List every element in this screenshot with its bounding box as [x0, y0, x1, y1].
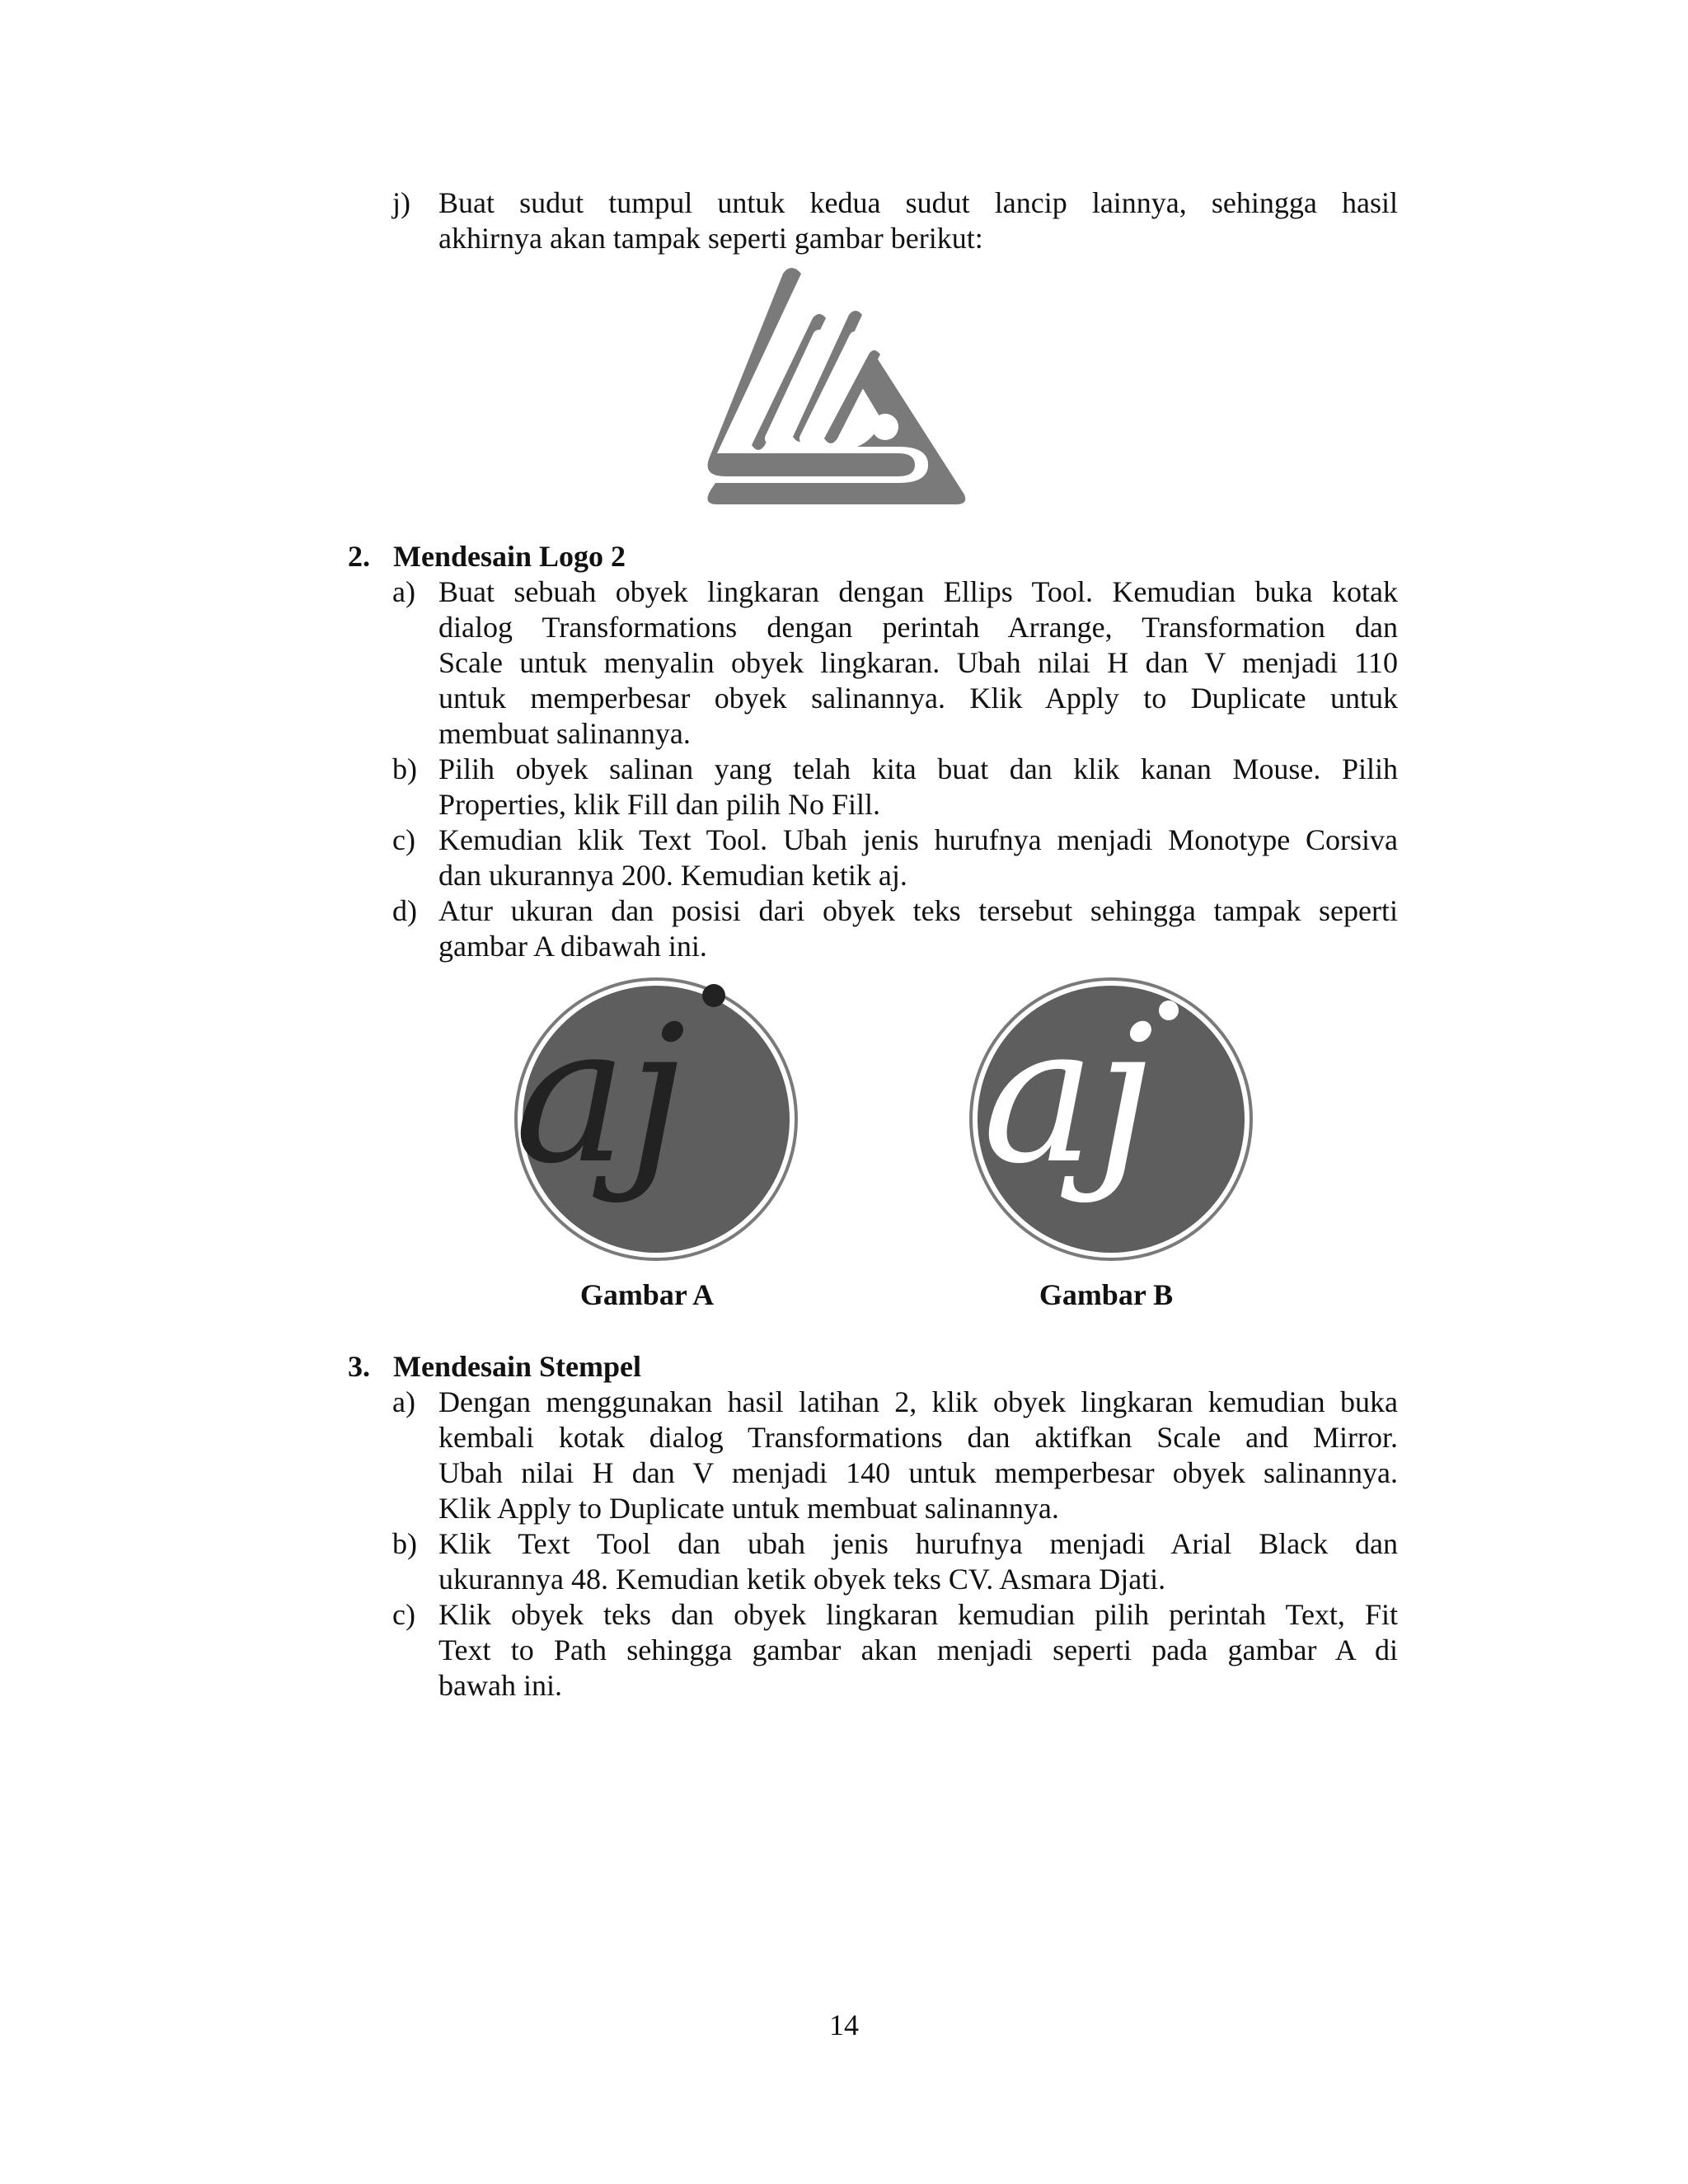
triangle-logo-figure	[692, 264, 977, 511]
item-marker: b)	[392, 1527, 417, 1560]
list-item-line: Klik Text Tool dan ubah jenis hurufnya menjadi Arial Black dan	[438, 1527, 1398, 1560]
list-item-line: Scale untuk menyalin obyek lingkaran. Ubah nilai H dan V menjadi 110	[438, 646, 1398, 679]
section-2-item-a	[392, 574, 1398, 752]
list-item-line: Atur ukuran dan posisi dari obyek teks tersebut sehingga tampak seperti	[438, 894, 1398, 927]
section-2-item-d	[392, 893, 1398, 964]
list-item-line: membuat salinannya.	[438, 717, 691, 750]
section-3-heading	[348, 1349, 641, 1385]
list-item-line: Kemudian klik Text Tool. Ubah jenis hurufnya menjadi Monotype Corsiva	[438, 823, 1398, 856]
list-item-line: Buat sebuah obyek lingkaran dengan Ellips Tool. Kemudian buka kotak	[438, 575, 1398, 608]
logo-a-text: aj	[514, 986, 687, 1206]
list-item-line: Properties, klik Fill dan pilih No Fill.	[438, 788, 881, 821]
section-3-item-b	[392, 1526, 1398, 1597]
step-j-line-2: akhirnya akan tampak seperti gambar berikut:	[438, 222, 983, 255]
item-marker: a)	[392, 575, 415, 608]
list-item-line: Pilih obyek salinan yang telah kita buat dan klik kanan Mouse. Pilih	[438, 752, 1398, 785]
list-item-line: Klik Apply to Duplicate untuk membuat salinannya.	[438, 1492, 1059, 1525]
list-item-line: dialog Transformations dengan perintah Arrange, Transformation dan	[438, 611, 1398, 644]
caption-gambar-a: Gambar A	[579, 1278, 715, 1311]
section-2-title: Mendesain Logo 2	[393, 540, 626, 573]
item-marker: c)	[392, 823, 415, 856]
step-j-marker: j)	[392, 186, 410, 219]
item-marker: a)	[392, 1385, 415, 1418]
triangle-logo-dot	[872, 414, 898, 440]
step-j-line-1: Buat sudut tumpul untuk kedua sudut lancip lainnya, sehingga hasil	[438, 186, 1398, 219]
list-item-line: kembali kotak dialog Transformations dan aktifkan Scale and Mirror.	[438, 1421, 1398, 1454]
list-item-line: Klik obyek teks dan obyek lingkaran kemudian pilih perintah Text, Fit	[438, 1598, 1398, 1631]
item-marker: c)	[392, 1598, 415, 1631]
section-3-title: Mendesain Stempel	[393, 1350, 641, 1383]
caption-gambar-b: Gambar B	[1039, 1278, 1174, 1311]
page-number: 14	[829, 2008, 859, 2041]
section-2-heading	[348, 539, 626, 574]
logo-figure-b	[966, 972, 1263, 1269]
item-marker: d)	[392, 894, 417, 927]
section-3-number: 3.	[348, 1350, 370, 1383]
section-2-item-b	[392, 752, 1398, 823]
item-marker: b)	[392, 752, 417, 785]
list-item-line: untuk memperbesar obyek salinannya. Klik Apply to Duplicate untuk	[438, 682, 1398, 715]
logo-b-text: aj	[982, 986, 1155, 1206]
list-item-line: Ubah nilai H dan V menjadi 140 untuk memperbesar obyek salinannya.	[438, 1456, 1398, 1489]
section-2-number: 2.	[348, 540, 370, 573]
section-3-item-c	[392, 1597, 1398, 1704]
list-item-line: bawah ini.	[438, 1669, 562, 1702]
list-item-line: gambar A dibawah ini.	[438, 930, 707, 963]
list-item-line: Dengan menggunakan hasil latihan 2, klik obyek lingkaran kemudian buka	[438, 1385, 1398, 1418]
list-item-line: dan ukurannya 200. Kemudian ketik aj.	[438, 859, 907, 892]
section-3-item-a	[392, 1385, 1398, 1526]
list-item-line: ukurannya 48. Kemudian ketik obyek teks CV. Asmara Djati.	[438, 1563, 1166, 1596]
section-2-item-c	[392, 823, 1398, 893]
logo-figure-a	[511, 972, 808, 1269]
list-item-line: Text to Path sehingga gambar akan menjadi seperti pada gambar A di	[438, 1633, 1398, 1666]
